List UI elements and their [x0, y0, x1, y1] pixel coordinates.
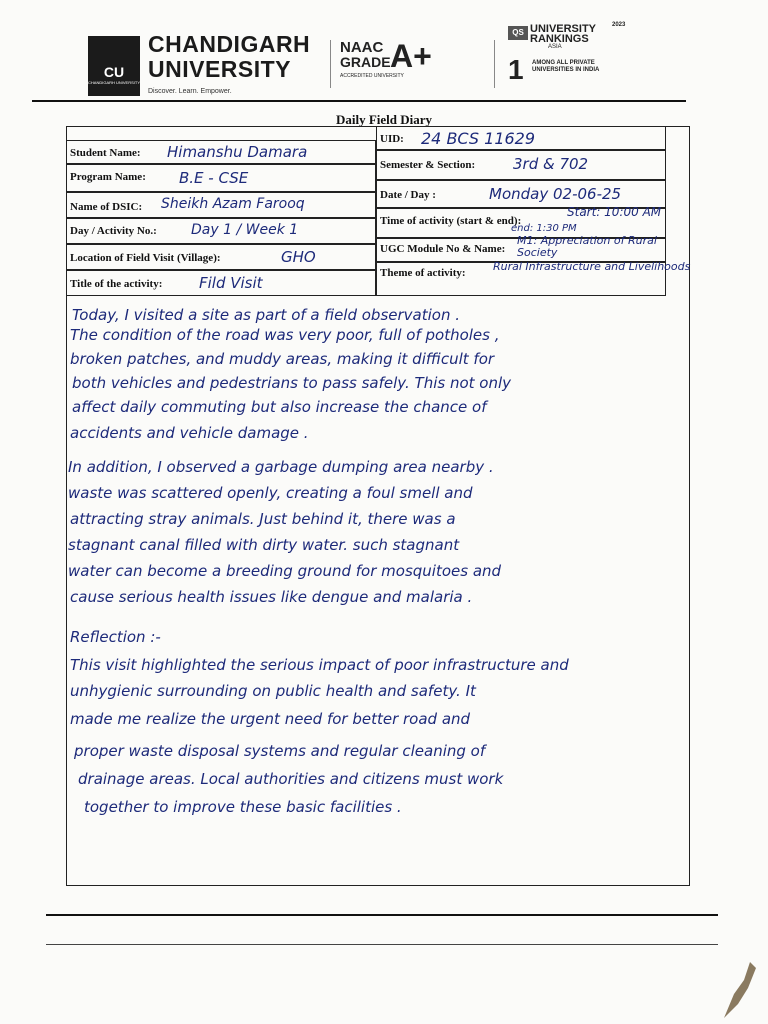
- semester-row: [376, 150, 666, 180]
- diary-body-line: accidents and vehicle damage .: [70, 424, 309, 442]
- ranking-caption: AMONG ALL PRIVATE UNIVERSITIES IN INDIA: [532, 60, 600, 73]
- student-name-label: Student Name:: [70, 147, 141, 159]
- naac-grade: A+: [390, 38, 432, 74]
- university-tagline: Discover. Learn. Empower.: [148, 88, 232, 95]
- ranking-line1: UNIVERSITY: [530, 23, 597, 35]
- diary-body-line: The condition of the road was very poor, full of potholes ,: [70, 326, 500, 344]
- date-label: Date / Day :: [380, 189, 436, 201]
- ranking-year: 2023: [612, 22, 626, 28]
- diary-body-line: proper waste disposal systems and regular cleaning of: [74, 742, 486, 760]
- header-divider: [494, 40, 495, 88]
- diary-body-line: made me realize the urgent need for better road and: [70, 710, 471, 728]
- day-row: [66, 218, 376, 244]
- activity-title-row: [66, 270, 376, 296]
- naac-badge: [340, 38, 432, 79]
- day-value: Day 1 / Week 1: [191, 222, 299, 238]
- footer-rule: [46, 914, 718, 916]
- diary-body-line: cause serious health issues like dengue and malaria .: [70, 588, 473, 606]
- ugc-row: [376, 234, 666, 262]
- ugc-label: UGC Module No & Name:: [380, 243, 506, 255]
- diary-body-line: water can become a breeding ground for mosquitoes and: [68, 562, 502, 580]
- diary-body-line: broken patches, and muddy areas, making it difficult for: [70, 350, 495, 368]
- naac-label: NAAC: [340, 39, 384, 56]
- logo-caption: CHANDIGARH UNIVERSITY: [88, 80, 141, 85]
- logo-monogram: CU: [103, 64, 125, 80]
- diary-body-line: unhygienic surrounding on public health and safety. It: [70, 682, 476, 700]
- university-name: [148, 32, 310, 82]
- theme-value: Rural Infrastructure and Livelihoods: [493, 260, 691, 273]
- diary-body-line: affect daily commuting but also increase the chance of: [72, 398, 487, 416]
- paper-tear-mark: [720, 960, 760, 1020]
- program-value: B.E - CSE: [179, 169, 249, 187]
- ranking-line2: RANKINGS: [530, 33, 589, 45]
- header-rule: [32, 100, 686, 102]
- naac-grade-label: GRADE: [340, 54, 391, 70]
- student-name-value: Himanshu Damara: [167, 143, 308, 161]
- dsic-value: Sheikh Azam Farooq: [161, 196, 305, 212]
- time-start-value: Start: 10:00 AM: [567, 205, 662, 219]
- diary-body-line: Today, I visited a site as part of a field observation .: [72, 306, 461, 324]
- diary-body-line: attracting stray animals. Just behind it, there was a: [70, 510, 456, 528]
- uid-value: 24 BCS 11629: [421, 129, 536, 148]
- program-label: Program Name:: [70, 171, 146, 183]
- program-row: [66, 164, 376, 192]
- diary-body-line: drainage areas. Local authorities and citizens must work: [78, 770, 504, 788]
- diary-body-line: stagnant canal filled with dirty water. such stagnant: [68, 536, 460, 554]
- ranking-badge: [504, 22, 634, 92]
- day-label: Day / Activity No.:: [70, 225, 157, 237]
- diary-body-line: This visit highlighted the serious impact of poor infrastructure and: [70, 656, 569, 674]
- header-divider: [330, 40, 331, 88]
- location-value: GHO: [281, 248, 316, 266]
- date-value: Monday 02-06-25: [489, 185, 622, 203]
- naac-caption: ACCREDITED UNIVERSITY: [340, 73, 404, 79]
- university-name-line1: CHANDIGARH: [148, 31, 311, 57]
- time-end-value: end: 1:30 PM: [511, 223, 577, 234]
- uid-label: UID:: [380, 133, 404, 145]
- ranking-number: 1: [508, 54, 524, 85]
- uid-row: [376, 126, 666, 150]
- diary-body-line: both vehicles and pedestrians to pass safely. This not only: [72, 374, 512, 392]
- diary-body-line: waste was scattered openly, creating a foul smell and: [68, 484, 473, 502]
- activity-title-value: Fild Visit: [199, 274, 263, 292]
- ugc-value: M1: Appreciation of Rural Society: [517, 234, 657, 259]
- theme-row: [376, 260, 691, 296]
- date-row: [376, 180, 666, 208]
- diary-body-line: Reflection :-: [70, 628, 161, 646]
- semester-label: Semester & Section:: [380, 159, 476, 171]
- semester-value: 3rd & 702: [513, 155, 589, 173]
- diary-body-line: together to improve these basic facilities .: [84, 798, 402, 816]
- university-logo: [88, 36, 140, 96]
- theme-label: Theme of activity:: [380, 267, 466, 279]
- university-name-line2: UNIVERSITY: [148, 56, 292, 82]
- dsic-label: Name of DSIC:: [70, 201, 143, 213]
- location-row: [66, 244, 376, 270]
- diary-body-line: In addition, I observed a garbage dumping area nearby .: [68, 458, 494, 476]
- form-title: Daily Field Diary: [335, 112, 433, 127]
- student-name-row: [66, 140, 376, 164]
- university-header: [84, 22, 644, 102]
- ranking-region: ASIA: [548, 44, 562, 50]
- qs-logo: QS: [508, 26, 528, 40]
- time-label: Time of activity (start & end):: [380, 215, 522, 227]
- footer-rule: [46, 944, 718, 945]
- location-label: Location of Field Visit (Village):: [70, 252, 221, 264]
- activity-title-label: Title of the activity:: [70, 278, 163, 290]
- dsic-row: [66, 192, 376, 218]
